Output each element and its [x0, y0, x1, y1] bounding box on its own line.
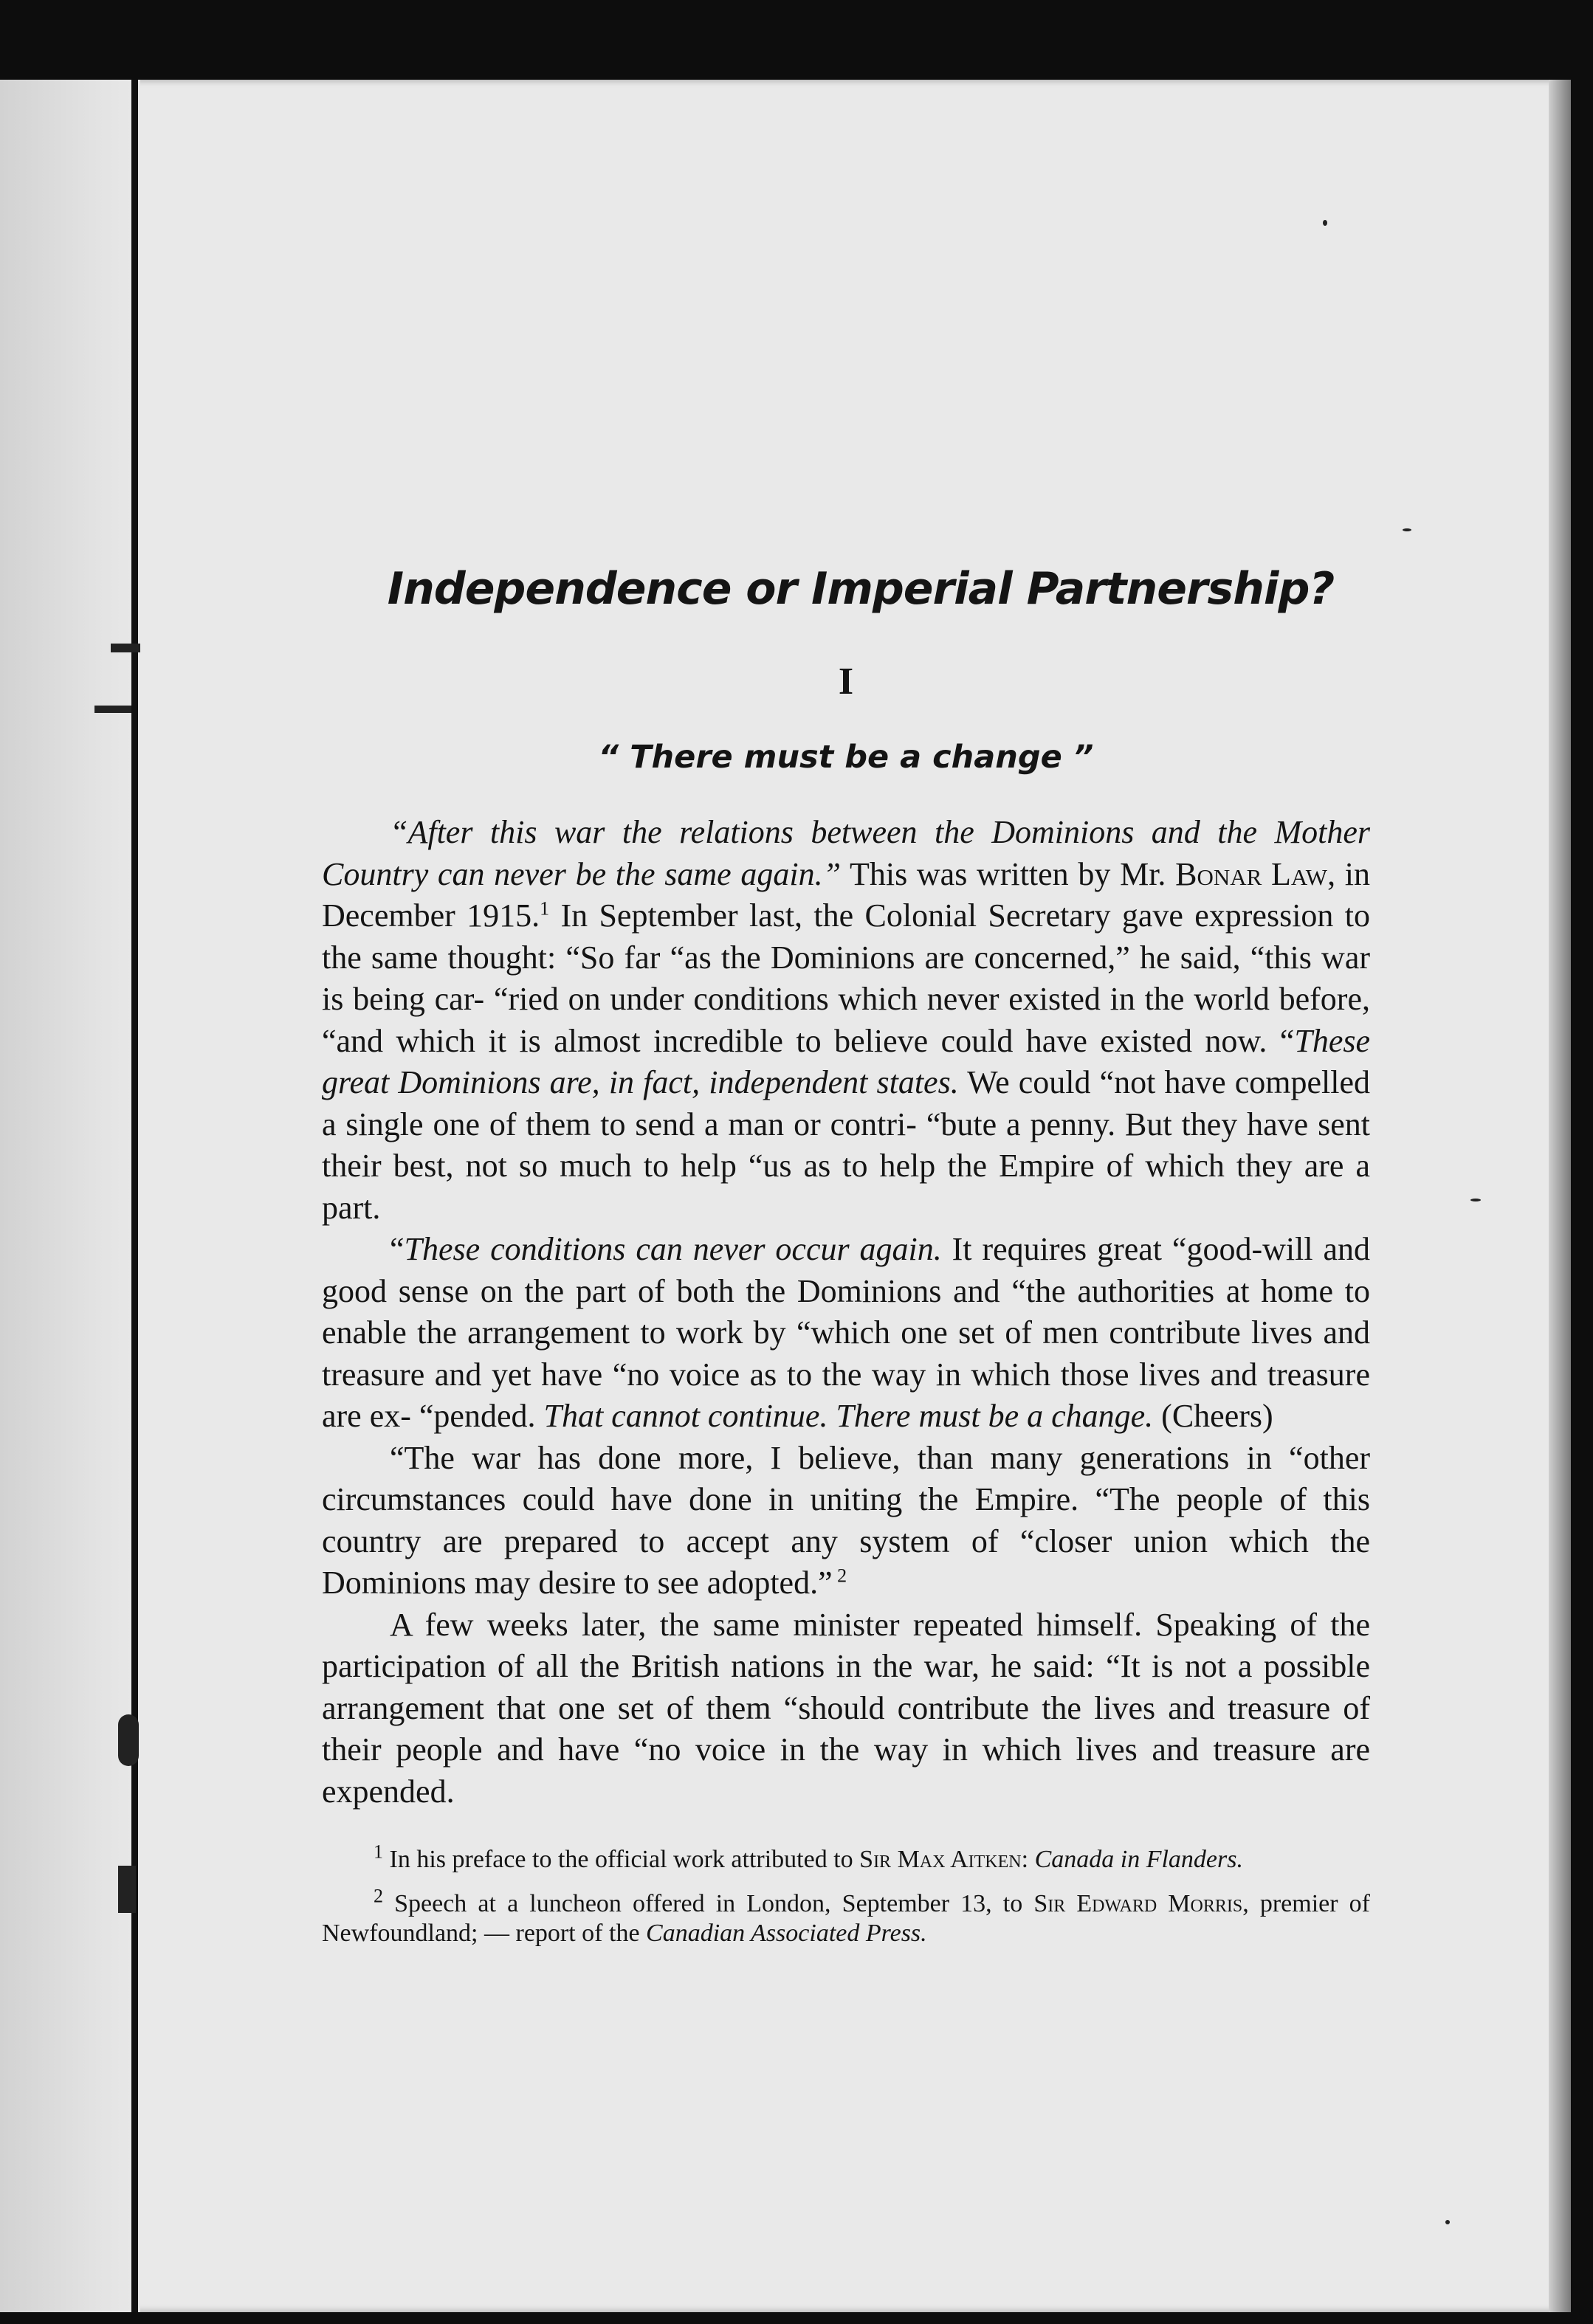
footnotes — [322, 1841, 1371, 1948]
footnote-marker: 1 — [540, 897, 550, 920]
text-run: A few weeks later, the same minister repeated himself. Speaking of the participation of all the British nations in the war, he said: “It is not a possible arrangement that one set of them “should contribute the lives and treasure of their people and have “no voice in the way in which lives and treasure are expended. — [322, 1606, 1370, 1810]
paragraph — [322, 1438, 1370, 1604]
text-run: Bonar Law — [1175, 855, 1328, 892]
text-run: We could “not have compelled a single one of them to send a man or contri- “bute a penny. But they have sent their best, not so much to help “us as to help the Empire of which they are a part. — [322, 1064, 1370, 1226]
text-run: Sir Edward Morris — [1033, 1890, 1243, 1917]
ink-speck — [1470, 1199, 1481, 1201]
text-run: These great Dominions are, in fact, independent states. — [322, 1022, 1370, 1100]
ink-speck — [1445, 2220, 1450, 2224]
text-run: , in December 1915. — [322, 855, 1370, 934]
text-run: : — [1021, 1846, 1035, 1873]
text-run: , premier of Newfoundland; — report of the — [322, 1890, 1371, 1947]
binding-mark — [118, 1714, 139, 1766]
paragraph — [322, 1229, 1370, 1438]
paragraph — [322, 812, 1370, 1229]
text-run: That cannot continue. There must be a change. — [543, 1398, 1154, 1434]
chapter-heading: “ There must be a change ” — [598, 739, 1094, 776]
text-run: These conditions can never occur again. — [404, 1231, 942, 1267]
text-run: Sir Max Aitken — [859, 1846, 1022, 1873]
text-run: “ — [390, 1231, 405, 1267]
paragraph — [322, 1604, 1370, 1813]
text-run: “The war has done more, I believe, than many generations in “other circumstances could have done in uniting the Empire. “The people of this country are prepared to accept any system of “closer union which the Dominions may desire to see adopted.” — [322, 1439, 1370, 1601]
text-run: “After this war the relations between the Dominions and the Mother Country can never be the same again.” — [322, 814, 1370, 892]
binding-edge-line — [131, 80, 138, 2312]
binding-mark — [111, 644, 140, 652]
page-left-margin — [0, 80, 140, 2312]
footnote — [322, 1885, 1371, 1948]
text-run: Canadian Associated Press. — [646, 1920, 927, 1947]
text-run: Canada in Flanders. — [1034, 1846, 1243, 1873]
text-run: In September last, the Colonial Secretary gave expression to the same thought: “So far “as the Dominions are concerned,” he said, “this war is being car- “ried on under conditions which never existed in the world before, “and which it is almost incredible to believe could have existed now. “ — [322, 897, 1370, 1059]
text-run: This was written by Mr. — [841, 855, 1176, 892]
text-run: (Cheers) — [1153, 1398, 1273, 1434]
ink-speck — [1403, 528, 1411, 531]
body-text — [322, 812, 1370, 1813]
page-title: Independence or Imperial Partnership? — [387, 563, 1335, 615]
text-run: It requires great “good-will and good sense on the part of both the Dominions and “the authorities at home to enable the arrangement to work by “which one set of men contribute lives and treasure and yet have “no voice as to the way in which those lives and treasure are ex- “pended. — [322, 1231, 1370, 1434]
text-run: In his preface to the official work attributed to — [383, 1846, 860, 1873]
chapter-number: I — [838, 661, 854, 703]
page-sheet — [0, 80, 1571, 2312]
page-right-shadow — [1549, 80, 1571, 2312]
binding-mark — [94, 706, 131, 713]
text-run: Speech at a luncheon offered in London, September 13, to — [383, 1890, 1034, 1917]
ink-speck — [1323, 220, 1327, 226]
binding-mark — [118, 1866, 136, 1913]
footnote-marker: 1 — [374, 1841, 383, 1863]
footnote-marker: 2 — [832, 1565, 847, 1587]
footnote — [322, 1841, 1370, 1875]
footnote-marker: 2 — [374, 1885, 383, 1907]
page-content — [322, 559, 1370, 1963]
